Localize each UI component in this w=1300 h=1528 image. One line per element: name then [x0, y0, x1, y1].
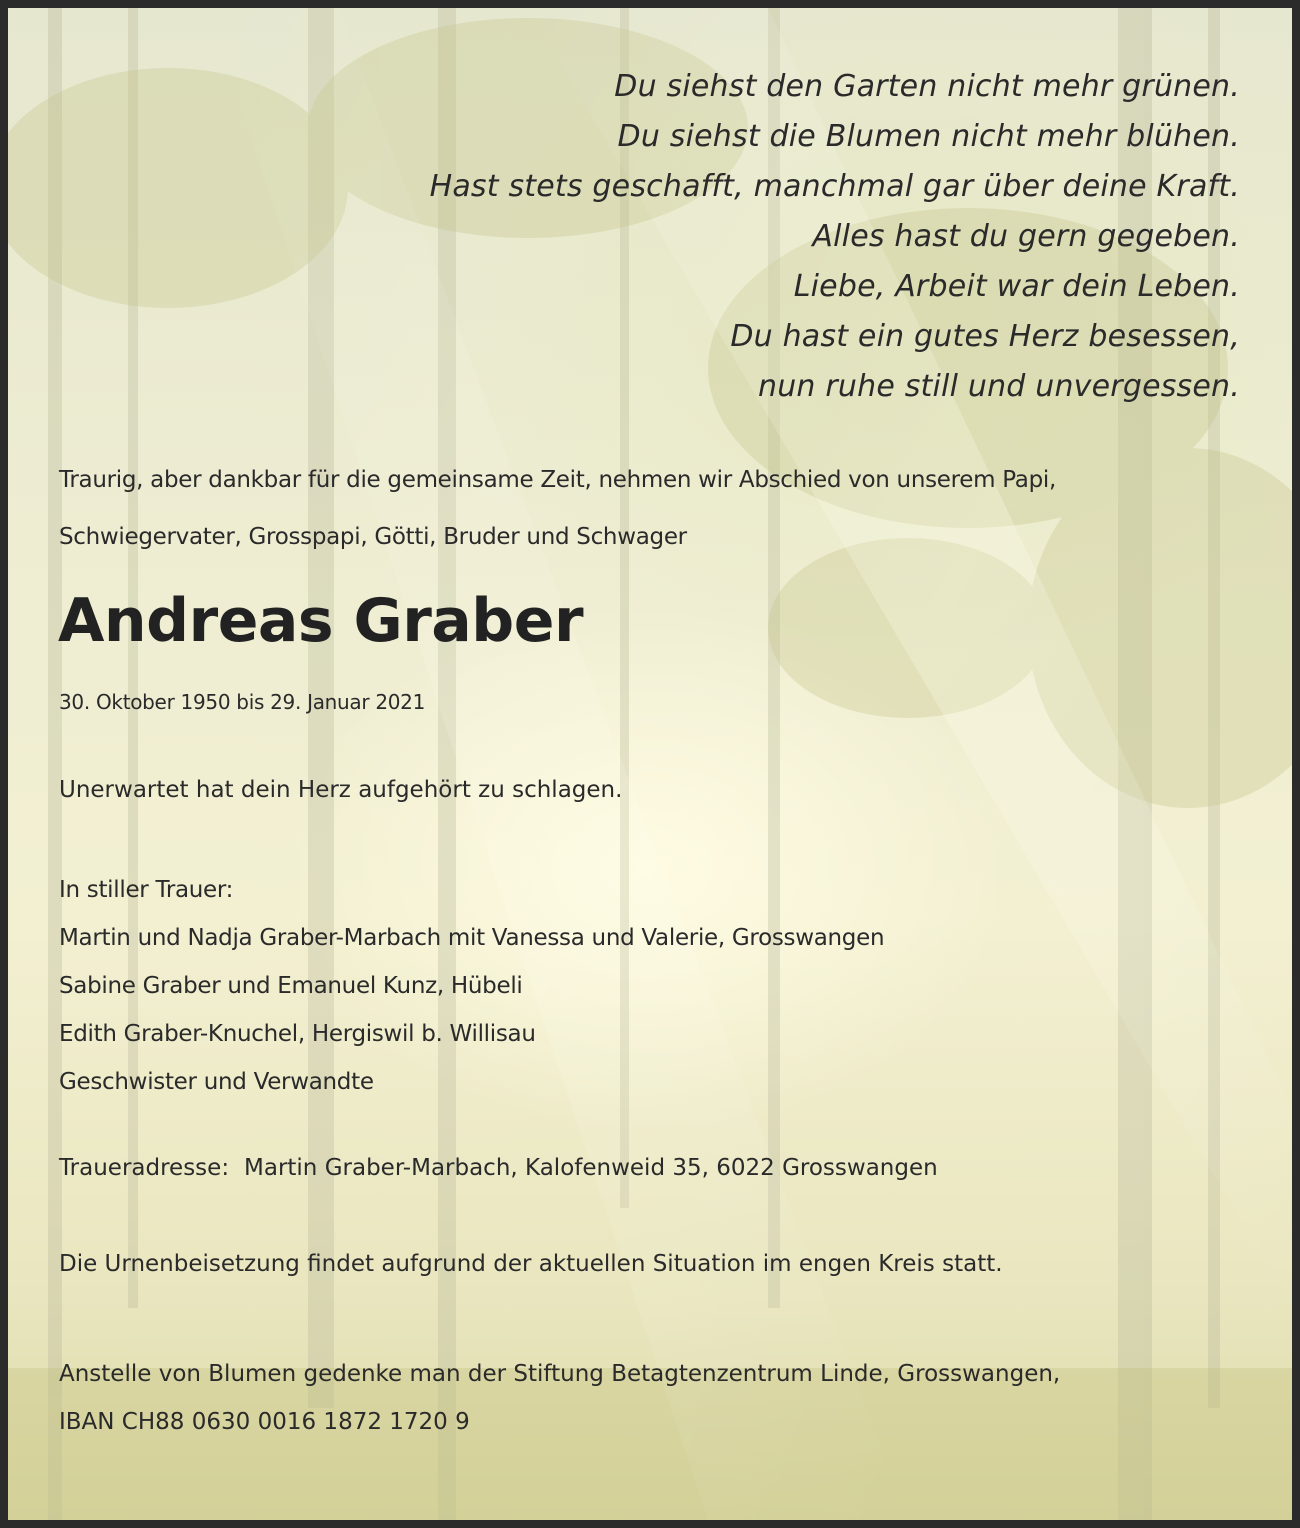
- poem-line: Alles hast du gern gegeben.: [812, 219, 1240, 254]
- deceased-name: Andreas Graber: [58, 586, 584, 656]
- poem-line: Du siehst den Garten nicht mehr grünen.: [614, 69, 1240, 104]
- poem-line: Du siehst die Blumen nicht mehr blühen.: [617, 119, 1240, 154]
- mourner-entry: Edith Graber-Knuchel, Hergiswil b. Willisau: [59, 1021, 536, 1047]
- donation-line: Anstelle von Blumen gedenke man der Stiftung Betagtenzentrum Linde, Grosswangen,: [59, 1361, 1061, 1387]
- intro-line: Schwiegervater, Grosspapi, Götti, Bruder und Schwager: [59, 524, 687, 550]
- mourner-entry: Sabine Graber und Emanuel Kunz, Hübeli: [59, 973, 523, 999]
- mourning-address: [59, 1154, 938, 1183]
- poem-line: Liebe, Arbeit war dein Leben.: [793, 269, 1240, 304]
- obituary-notice: [8, 8, 1292, 1520]
- mourners-list: [59, 866, 884, 1106]
- intro-line: Traurig, aber dankbar für die gemeinsame Zeit, nehmen wir Abschied von unserem Papi,: [59, 467, 1056, 493]
- mourner-entry: Martin und Nadja Graber-Marbach mit Vanessa und Valerie, Grosswangen: [59, 925, 885, 951]
- burial-note: Die Urnenbeisetzung findet aufgrund der aktuellen Situation im engen Kreis statt.: [59, 1251, 1003, 1277]
- memorial-poem: [430, 62, 1240, 412]
- iban: IBAN CH88 0630 0016 1872 1720 9: [59, 1409, 470, 1435]
- intro-text: [59, 452, 1056, 566]
- mourners-heading: In stiller Trauer:: [59, 877, 234, 903]
- poem-line: Du hast ein gutes Herz besessen,: [730, 319, 1240, 354]
- donation-note: [59, 1350, 1060, 1446]
- address-label: Traueradresse:: [59, 1155, 230, 1181]
- mourner-entry: Geschwister und Verwandte: [59, 1069, 374, 1095]
- poem-line: Hast stets geschafft, manchmal gar über deine Kraft.: [429, 169, 1240, 204]
- life-dates: 30. Oktober 1950 bis 29. Januar 2021: [59, 690, 426, 714]
- poem-line: nun ruhe still und unvergessen.: [757, 369, 1240, 404]
- address-value: Martin Graber-Marbach, Kalofenweid 35, 6022 Grosswangen: [244, 1155, 938, 1181]
- statement: Unerwartet hat dein Herz aufgehört zu schlagen.: [59, 777, 623, 803]
